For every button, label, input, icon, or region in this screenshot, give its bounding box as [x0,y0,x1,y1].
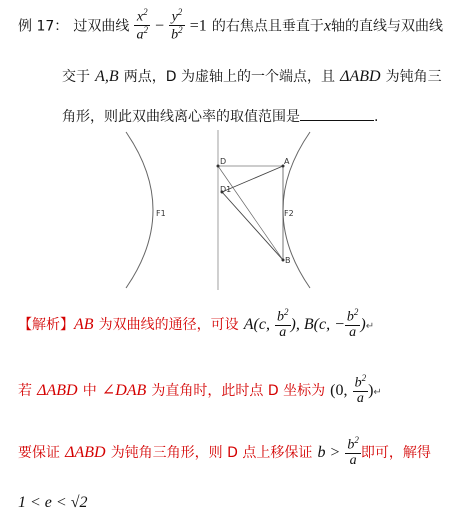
line3-end: . [374,109,379,125]
solution-line-2: 若 ΔABD 中 ∠DAB 为直角时，此时点 D 坐标为 (0, $\frac{b^2}{a}$ )↵ [18,373,382,407]
hyperbola-diagram [118,130,338,290]
solution-line-3 [18,436,431,469]
solution-2-tri: ΔABD [37,382,78,400]
equals-one: =1 [189,17,207,35]
point-b-coord: ), B(c, − [290,316,345,334]
frac-y2-b2: $\frac{y^2}{b^2}$ [171,7,183,43]
solution-3-tri: ΔABD [65,444,106,462]
minus-sign: − [155,17,165,35]
line1-pre: 过双曲线 [73,18,130,35]
label-d1: D1 [220,185,232,194]
frac-b2-a-1: $\frac{b^2}{a}$ [277,307,289,341]
solution-2-pre: 若 [18,383,32,400]
problem-line-2 [62,66,442,86]
problem-line-1 [18,8,443,44]
d-coord: (0, [330,382,348,400]
solution-2-mid: 中 [82,383,97,400]
b-greater: b > [317,444,341,462]
line2-pre: 交于 [62,69,90,85]
close-paren-2: ) [368,382,374,400]
label-f1: F1 [156,209,166,218]
line1-end: 轴的直线与双曲线 [331,18,443,35]
x-var: x [323,17,331,35]
line1-post: 的右焦点且垂直于 [211,18,324,35]
label-f2: F2 [284,209,294,218]
solution-2-text: 为直角时，此时点 D 坐标为 [151,383,326,400]
label-d: D [220,157,227,166]
problem-line-3 [62,106,378,126]
line2-end: 为钝角三 [385,69,442,85]
label-a: A [284,157,290,166]
solution-3-pre: 要保证 [18,445,60,462]
points-ab: A,B [95,68,119,85]
angle-dab: ∠DAB [101,382,147,400]
frac-b2-a-3: $\frac{b^2}{a}$ [354,373,367,407]
solution-1-text: 为双曲线的通径，可设 [98,317,239,334]
answer-blank [300,106,374,121]
close-paren-1: ) [360,316,366,334]
line3: 角形，则此双曲线离心率的取值范围是 [62,109,300,125]
label-b: B [285,256,291,265]
solution-3-text: 为钝角三角形，则 D 点上移保证 [110,445,313,462]
problem-number: 例 17： [18,18,69,35]
frac-b2-a-4: $\frac{b^2}{a}$ [347,435,359,469]
line2-mid: 两点，D 为虚轴上的一个端点，且 [123,69,335,85]
ab-chord: AB [74,316,94,334]
solution-3-end: 即可，解得 [360,445,431,462]
triangle-abd: ΔABD [340,68,381,85]
answer-range: 1 < e < √2 [18,494,88,511]
solution-line-1: 【解析】AB 为双曲线的通径，可设 A(c, $\frac{b^2}{a}$ ), B(c, − $\frac{b^2}{a}$ )↵ [18,307,375,341]
answer-line [18,492,87,512]
d1-to-b [222,192,283,260]
point-a-coord: A(c, [243,316,270,334]
hyperbola-left-branch [126,132,153,288]
frac-x2-a2: $\frac{x^2}{a^2}$ [136,7,148,43]
analysis-tag: 【解析】 [18,317,74,334]
frac-b2-a-2: $\frac{b^2}{a}$ [346,307,359,341]
